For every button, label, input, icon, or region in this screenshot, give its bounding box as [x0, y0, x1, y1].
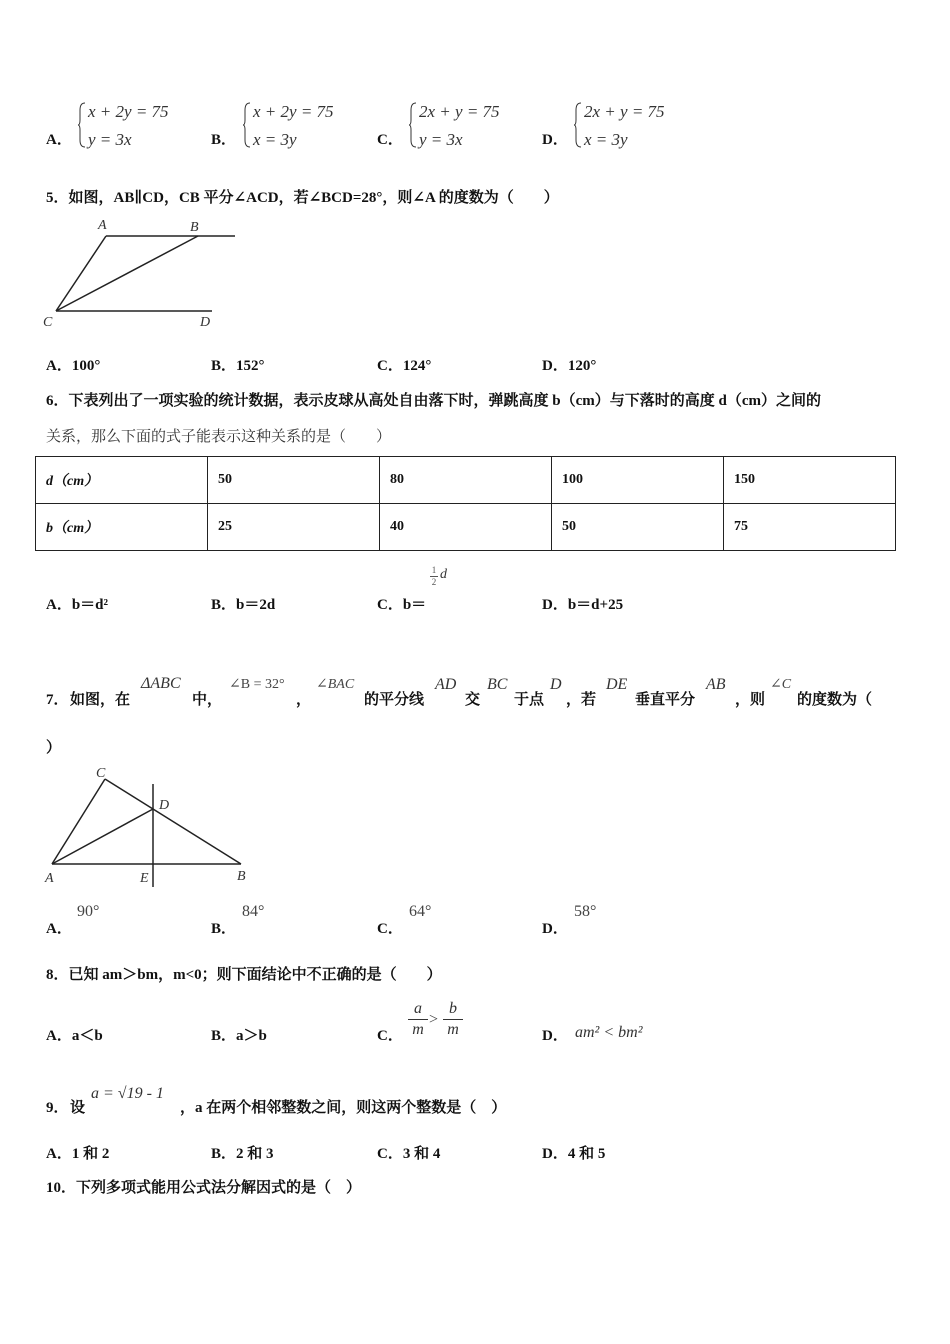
q7-line-ac — [52, 779, 105, 864]
q8-stem — [46, 963, 442, 984]
q4-option-d-label: D． — [542, 132, 568, 148]
q5-number: 5． — [46, 190, 69, 206]
fraction-numerator: a — [414, 1000, 422, 1017]
q7-label-a: A — [45, 871, 54, 886]
q7-math-bc: BC — [487, 676, 508, 693]
q9-text-1: 设 — [70, 1100, 86, 1116]
q7-text-9: ，则 — [735, 692, 766, 708]
q7-text-10: 的度数为（ — [797, 692, 873, 708]
q8-option-c-label: C． — [377, 1028, 403, 1044]
q9-option-c: C．3 和 4 — [377, 1146, 441, 1162]
q9-option-a: A．1 和 2 — [46, 1146, 110, 1162]
q7-text-11: ） — [46, 740, 62, 756]
q4-option-b-label: B． — [211, 132, 237, 148]
q7-math-angle-b: ∠B = 32° — [229, 677, 285, 692]
q6-number: 6． — [46, 393, 69, 409]
table-row — [36, 504, 896, 551]
brace-icon — [409, 102, 417, 148]
fraction-numerator: 1 — [431, 565, 437, 575]
q7-label-e: E — [140, 871, 149, 886]
fraction-denominator: 2 — [431, 577, 437, 587]
q7-option-b-value: 84° — [242, 903, 265, 920]
q7-option-a-value: 90° — [77, 903, 100, 920]
q5-label-b: B — [190, 220, 199, 235]
q8-number: 8． — [46, 967, 69, 983]
q4-a-line1: x + 2y = 75 — [88, 102, 169, 121]
brace-icon — [243, 102, 251, 148]
q7-option-c-value: 64° — [409, 903, 432, 920]
table-cell: 40 — [380, 504, 552, 551]
q5-option-d: D．120° — [542, 358, 597, 374]
q6-option-a: A．b＝d² — [46, 597, 109, 613]
q5-figure — [40, 214, 250, 332]
q7-math-d: D — [550, 676, 562, 693]
q8-option-b: B．a＞b — [211, 1028, 267, 1044]
q7-option-d-label: D． — [542, 921, 568, 937]
q4-c-line2: y = 3x — [419, 130, 463, 149]
q5-label-a: A — [98, 218, 107, 233]
q8-option-c-frac1 — [408, 1000, 428, 1039]
table-cell: 150 — [724, 457, 896, 504]
q7-math-triangle: ΔABC — [141, 675, 181, 692]
q7-option-d-value: 58° — [574, 903, 597, 920]
q7-line-cb — [105, 779, 241, 864]
q5-line-ac — [56, 236, 106, 311]
table-row — [36, 457, 896, 504]
table-cell: 75 — [724, 504, 896, 551]
q9-option-d: D．4 和 5 — [542, 1146, 606, 1162]
q8-text: 已知 am＞bm，m<0；则下面结论中不正确的是（ ） — [68, 967, 442, 983]
q7-option-a-label: A． — [46, 921, 72, 937]
q5-label-d: D — [200, 315, 211, 330]
q7-figure — [40, 762, 255, 892]
q7-text-1: 如图，在 — [70, 692, 131, 708]
q6-option-c — [377, 593, 426, 614]
q7-text-2: 中， — [192, 692, 223, 708]
q9-number: 9． — [46, 1100, 69, 1116]
table-cell: 80 — [380, 457, 552, 504]
fraction-denominator: m — [412, 1021, 424, 1038]
brace-icon — [574, 102, 582, 148]
table-cell: 100 — [552, 457, 724, 504]
q7-text-8: 垂直平分 — [635, 692, 696, 708]
q9-text-2: ，a 在两个相邻整数之间，则这两个整数是（ ） — [180, 1100, 507, 1116]
q4-d-line2: x = 3y — [584, 130, 628, 149]
q6-text-line1: 下表列出了一项实验的统计数据，表示皮球从高处自由落下时，弹跳高度 b（cm）与下落时的高度 d（cm）之间的 — [68, 393, 822, 409]
brace-icon — [78, 102, 86, 148]
q7-text-4: 的平分线 — [364, 692, 425, 708]
table-cell: 25 — [208, 504, 380, 551]
table-cell-header: d（cm） — [36, 457, 208, 504]
q8-option-c-op: > — [429, 1011, 439, 1028]
q8-option-d-label: D． — [542, 1028, 568, 1044]
q6-option-c-var: d — [440, 567, 447, 582]
q5-stem — [46, 186, 559, 207]
q7-line-ad — [52, 809, 153, 864]
fraction-numerator: b — [449, 1000, 457, 1017]
q8-option-d-expr: am² < bm² — [575, 1024, 643, 1041]
q5-text: 如图，AB∥CD，CB 平分∠ACD，若∠BCD=28°，则∠A 的度数为（ ） — [68, 190, 559, 206]
fraction-denominator: m — [447, 1021, 459, 1038]
q7-label-c: C — [96, 766, 106, 781]
q4-b-line2: x = 3y — [253, 130, 297, 149]
q7-math-ab: AB — [706, 676, 726, 693]
q7-label-d: D — [159, 798, 170, 813]
q6-option-d: D．b＝d+25 — [542, 597, 624, 613]
q4-option-c-label: C． — [377, 132, 403, 148]
q5-option-b: B．152° — [211, 358, 265, 374]
q8-option-c-frac2 — [443, 1000, 463, 1039]
q5-line-cb — [56, 236, 198, 311]
q7-math-de: DE — [606, 676, 628, 693]
table-cell-header: b（cm） — [36, 504, 208, 551]
table-cell: 50 — [552, 504, 724, 551]
q7-math-angle-c: ∠C — [770, 677, 792, 692]
q6-option-c-fraction — [430, 566, 438, 587]
q6-option-c-prefix: C．b＝ — [377, 597, 427, 613]
q7-text-3: ， — [296, 692, 312, 708]
table-cell: 50 — [208, 457, 380, 504]
q8-option-a: A．a＜b — [46, 1028, 103, 1044]
q7-label-b: B — [237, 869, 246, 884]
q5-label-c: C — [43, 315, 53, 330]
q6-stem-line1 — [46, 389, 821, 410]
q4-option-a-label: A． — [46, 132, 72, 148]
q7-text-6: 于点 — [514, 692, 545, 708]
q10-text: 下列多项式能用公式法分解因式的是（ ） — [76, 1180, 362, 1196]
q6-option-b: B．b＝2d — [211, 597, 276, 613]
q6-stem-line2: 关系，那么下面的式子能表示这种关系的是（ ） — [46, 429, 392, 445]
q5-option-c: C．124° — [377, 358, 432, 374]
q4-c-line1: 2x + y = 75 — [419, 102, 500, 121]
q7-text-5: 交 — [465, 692, 481, 708]
q4-d-line1: 2x + y = 75 — [584, 102, 665, 121]
q4-b-line1: x + 2y = 75 — [253, 102, 334, 121]
q7-option-c-label: C． — [377, 921, 403, 937]
q7-math-angle-bac: ∠BAC — [316, 677, 355, 692]
q9-option-b: B．2 和 3 — [211, 1146, 274, 1162]
q9-expr: a = √19 - 1 — [91, 1085, 164, 1102]
q7-number: 7． — [46, 692, 69, 708]
q10-number: 10． — [46, 1180, 77, 1196]
q7-text-7: ，若 — [566, 692, 597, 708]
q7-math-ad: AD — [435, 676, 457, 693]
q6-data-table — [35, 456, 896, 551]
q5-option-a: A．100° — [46, 358, 101, 374]
q10-stem — [46, 1176, 361, 1197]
q4-a-line2: y = 3x — [88, 130, 132, 149]
q7-option-b-label: B． — [211, 921, 237, 937]
